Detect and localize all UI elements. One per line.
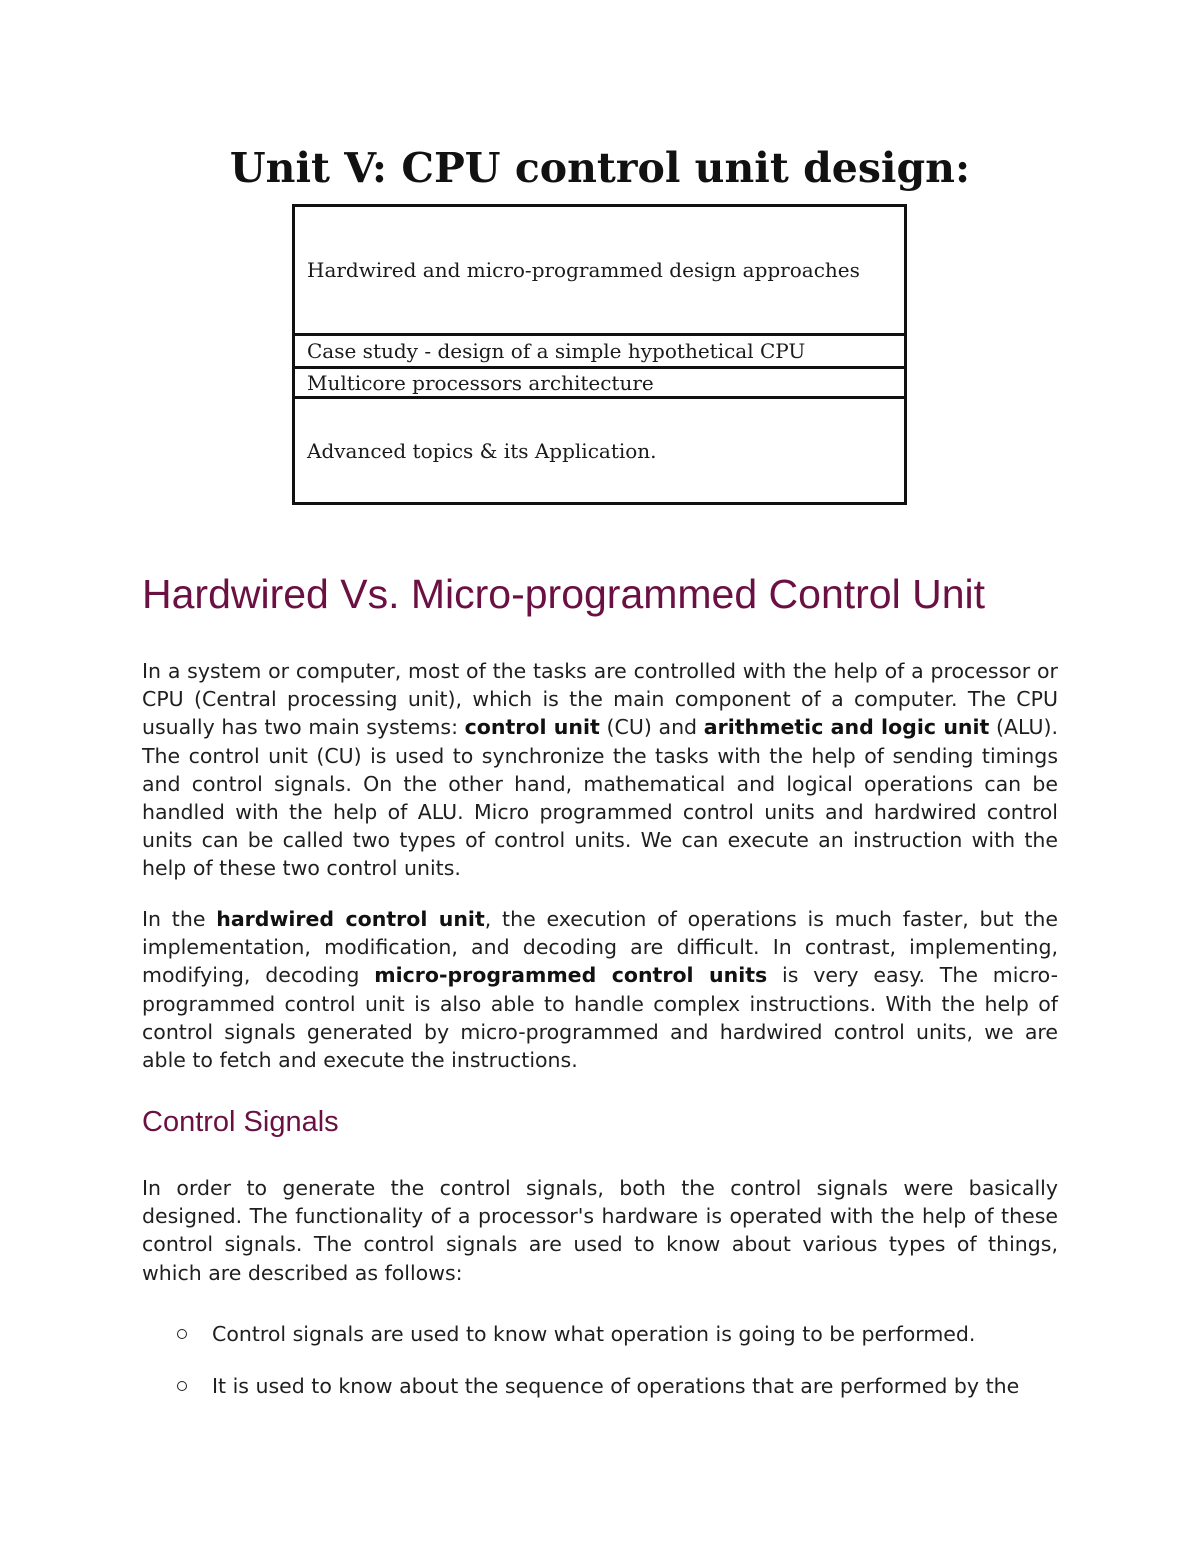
bold-term: hardwired control unit	[216, 907, 485, 931]
table-row	[294, 206, 906, 335]
bold-term: control unit	[464, 715, 600, 740]
text-run: (ALU). The control unit (CU) is used to synchronize the tasks with the help of sending timings and control signals. On the other hand, mathematical and logical operations can be handled with the help of ALU. Micro programmed control units and hardwired control units can be called two types of control units. We can execute an instruction with the help of these two control units.	[142, 715, 1058, 881]
table-row	[294, 398, 906, 504]
page-title: Unit V: CPU control unit design:	[229, 144, 971, 192]
list-item-text: Control signals are used to know what operation is going to be performed.	[212, 1322, 976, 1346]
section-heading-control-signals: Control Signals	[142, 1106, 339, 1138]
table-row	[294, 368, 906, 398]
bold-term: arithmetic and logic unit	[703, 715, 990, 740]
text-run: In the	[142, 907, 217, 931]
topics-table	[292, 204, 907, 505]
list-item-text: It is used to know about the sequence of operations that are performed by the	[212, 1374, 1020, 1398]
bold-term: micro-programmed control units	[374, 963, 768, 988]
control-signals-list	[142, 1320, 1072, 1424]
comparison-paragraph	[142, 905, 1058, 1074]
topic-cell: Hardwired and micro-programmed design approaches	[294, 206, 906, 335]
topic-cell: Case study - design of a simple hypothetical CPU	[294, 335, 906, 368]
text-run: is very easy. The micro-programmed control unit is also able to handle complex instructions. With the help of control signals generated by micro-programmed and hardwired control units, we are able to fetch and execute the instructions.	[142, 963, 1058, 1073]
control-signals-paragraph: In order to generate the control signals, both the control signals were basically designed. The functionality of a processor's hardware is operated with the help of these control signals. The control signals are used to know about various types of things, which are described as follows:	[142, 1176, 1058, 1285]
topic-cell: Advanced topics & its Application.	[294, 398, 906, 504]
hollow-circle-bullet-icon	[177, 1381, 187, 1391]
list-item	[142, 1320, 1072, 1348]
table-row	[294, 335, 906, 368]
list-item	[142, 1372, 1072, 1400]
text-run: (CU) and	[599, 715, 704, 740]
section-heading-hardwired-vs-microprogrammed: Hardwired Vs. Micro-programmed Control Unit	[142, 571, 986, 617]
text-run: , the execution of operations is much faster, but the implementation, modification, and decoding are difficult. In contrast, implementing, modifying, decoding	[142, 907, 1058, 988]
text-run: In a system or computer, most of the tasks are controlled with the help of a processor or CPU (Central processing unit), which is the main component of a computer. The CPU usually has two main systems:	[142, 659, 1058, 740]
hollow-circle-bullet-icon	[177, 1329, 187, 1339]
intro-paragraph	[142, 657, 1058, 883]
topic-cell: Multicore processors architecture	[294, 368, 906, 398]
